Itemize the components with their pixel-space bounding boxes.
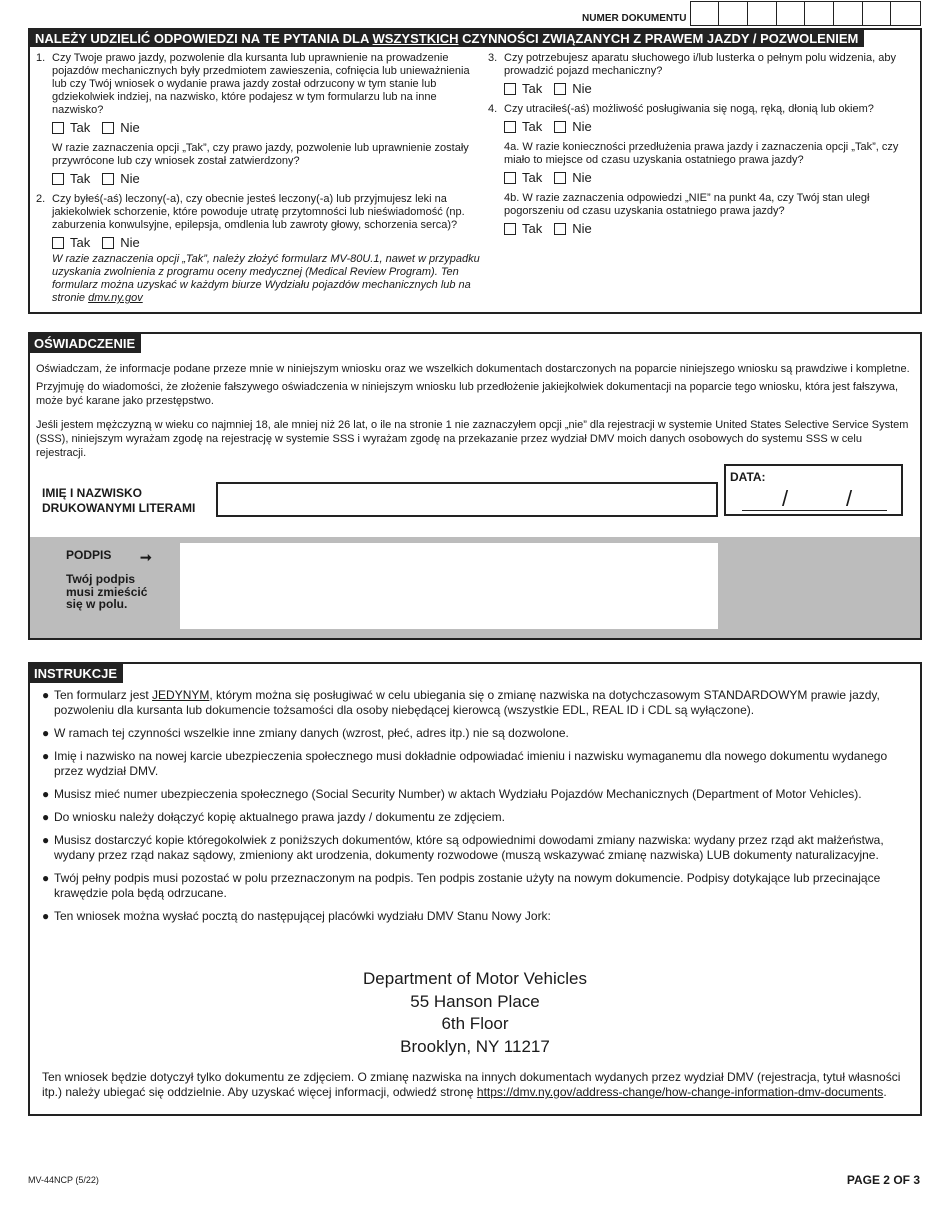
question-1-followup: W razie zaznaczenia opcji „Tak”, czy prawo jazdy, pozwolenie lub uprawnienie zostały przywrócone lub czy wniosek został zatwierdzony?	[52, 142, 469, 167]
declaration-paragraph-3: Jeśli jestem mężczyzną w wieku co najmniej 18, ale mniej niż 26 lat, o ile na stronie 1 nie zaznaczyłem opcji „nie” dla rejestracji w systemie United States Selective Service System (SSS), niniejszym wyrażam zgodę na rejestrację w systemie SSS i wyrażam zgodę na przekazanie przez wydział DMV moich danych osobowych do systemu SSS w celu rejestracji.	[36, 419, 909, 459]
declaration-title: OŚWIADCZENIE	[30, 334, 141, 353]
document-number-cell[interactable]	[863, 2, 892, 25]
dmv-change-info-link[interactable]: https://dmv.ny.gov/address-change/how-change-information-dmv-documents	[476, 1085, 884, 1099]
list-item: ● Musisz mieć numer ubezpieczenia społecznego (Social Security Number) w aktach Wydziału Pojazdów Mechanicznych (Department of Motor Vehicles).	[42, 787, 862, 801]
date-field[interactable]	[724, 464, 903, 516]
list-item: ● Twój pełny podpis musi pozostać w polu przeznaczonym na podpis. Ten podpis zostanie użyty na nowym dokumencie. Podpisy dotykające lub przecinające krawędzie pola będą odrzucane.	[42, 871, 881, 900]
signature-label: PODPIS	[66, 548, 112, 562]
instructions-footnote: Ten wniosek będzie dotyczył tylko dokumentu ze zdjęciem. O zmianę nazwiska na innych dokumentach wydanych przez wydział DMV (rejestracja, tytuł własności itp.) należy ubiegać się oddzielnie. Aby uzyskać więcej informacji, odwiedź stronę https://dmv.ny.gov/address-change/how-change-information-dmv-documents.	[42, 1070, 901, 1099]
list-item: ● W ramach tej czynności wszelkie inne zmiany danych (wzrost, płeć, adres itp.) nie są dozwolone.	[42, 726, 569, 740]
form-id: MV-44NCP (5/22)	[28, 1175, 99, 1185]
declaration-section	[28, 332, 922, 640]
signature-field[interactable]	[180, 543, 718, 629]
list-item: ● Ten wniosek można wysłać pocztą do następującej placówki wydziału DMV Stanu Nowy Jork:	[42, 909, 551, 923]
question-2-yes-checkbox[interactable]	[52, 237, 64, 249]
question-4b-answers: Tak Nie	[504, 222, 920, 235]
mailing-address: Department of Motor Vehicles 55 Hanson Place 6th Floor Brooklyn, NY 11217	[363, 969, 587, 1056]
signature-band	[30, 537, 920, 638]
document-number-cell[interactable]	[691, 2, 720, 25]
date-label: DATA:	[730, 470, 766, 484]
document-number-cell[interactable]	[891, 2, 920, 25]
declaration-paragraph-2: Przyjmuję do wiadomości, że złożenie fałszywego oświadczenia w niniejszym wniosku lub przedłożenie jakiejkolwiek dokumentacji na poparcie tego wniosku, która jest fałszywa, może być karane jako przestępstwo.	[36, 381, 899, 407]
question-4b-no-checkbox[interactable]	[554, 223, 566, 235]
list-item: ● Musisz dostarczyć kopie któregokolwiek z poniższych dokumentów, które są odpowiednimi dowodami zmiany nazwiska: wydany przez rząd akt małżeństwa, wydany przez rząd nakaz sądowy, zmieniony akt urodzenia, dokumenty rozwodowe (muszą wskazywać zmianę nazwiska) LUB dokumenty naturalizacyjne.	[42, 833, 884, 862]
document-number-cell[interactable]	[805, 2, 834, 25]
date-separator: /	[846, 486, 853, 511]
question-2-answers: Tak Nie	[52, 236, 482, 249]
question-1-followup-answers: Tak Nie	[52, 172, 482, 185]
question-3: 3. Czy potrzebujesz aparatu słuchowego i/lub lusterka o pełnym polu widzenia, aby prowadzić pojazd mechaniczny?	[488, 52, 896, 77]
questions-title: NALEŻY UDZIELIĆ ODPOWIEDZI NA TE PYTANIA DLA WSZYSTKICH CZYNNOŚCI ZWIĄZANYCH Z PRAWEM JAZDY / POZWOLENIEM	[30, 30, 864, 47]
list-item: ● Ten formularz jest JEDYNYM, którym można się posługiwać w celu ubiegania się o zmianę nazwiska na dotychczasowym STANDARDOWYM prawie jazdy, pozwoleniu dla kursanta lub dokumencie tożsamości dla osoby niebędącej kierowcą (wszystkie EDL, REAL ID i CDL są wyłączone).	[42, 688, 880, 717]
question-2: 2. Czy byłeś(-aś) leczony(-a), czy obecnie jesteś leczony(-a) lub przyjmujesz leki na jakiekolwiek schorzenie, które powoduje utratę przytomności lub nieświadomość (np. zaburzenia konwulsyjne, epilepsja, omdlenia lub zawroty głowy, schorzenia serca)?	[36, 193, 465, 231]
question-1-no-checkbox[interactable]	[102, 122, 114, 134]
question-2-note: W razie zaznaczenia opcji „Tak”, należy złożyć formularz MV-80U.1, nawet w przypadku uzyskania zwolnienia z programu oceny medycznej (Medical Review Program). Ten formularz można uzyskać w każdym biurze Wydziału pojazdów mechanicznych lub na stronie dmv.ny.gov	[52, 253, 480, 304]
question-4-no-checkbox[interactable]	[554, 121, 566, 133]
declaration-paragraph-1: Oświadczam, że informacje podane przeze mnie w niniejszym wniosku oraz we wszelkich dokumentach dostarczonych na poparcie niniejszego wniosku są prawdziwe i kompletne.	[36, 363, 910, 375]
dmv-link[interactable]: dmv.ny.gov	[88, 292, 143, 304]
document-number-cell[interactable]	[834, 2, 863, 25]
question-1-yes-checkbox[interactable]	[52, 122, 64, 134]
questions-left-column	[36, 52, 482, 305]
questions-right-column	[488, 52, 920, 239]
question-1: 1. Czy Twoje prawo jazdy, pozwolenie dla kursanta lub uprawnienie na prowadzenie pojazdów mechanicznych były przedmiotem zawieszenia, cofnięcia lub unieważnienia lub czy Twój wniosek o wydanie prawa jazdy został odrzucony w tym stanie lub gdziekolwiek indziej, na nazwisko, które podajesz w tym formularzu lub na inne nazwisko?	[36, 52, 470, 116]
document-number-cell[interactable]	[719, 2, 748, 25]
list-item: ● Imię i nazwisko na nowej karcie ubezpieczenia społecznego musi dokładnie odpowiadać imieniu i nazwisku wymaganemu dla nowego dokumentu wydanego przez wydział DMV.	[42, 749, 888, 778]
document-number-cell[interactable]	[748, 2, 777, 25]
instructions-title: INSTRUKCJE	[30, 664, 123, 683]
printed-name-field[interactable]	[216, 482, 718, 517]
list-item: ● Do wniosku należy dołączyć kopię aktualnego prawa jazdy / dokumentu ze zdjęciem.	[42, 810, 505, 824]
question-2-no-checkbox[interactable]	[102, 237, 114, 249]
date-separator: /	[782, 486, 789, 511]
question-4a: 4a. W razie konieczności przedłużenia prawa jazdy i zaznaczenia opcji „Tak”, czy miało to miejsce od czasu uzyskania ostatniego prawa jazdy?	[504, 141, 899, 166]
instructions-list	[42, 688, 904, 932]
question-4b: 4b. W razie zaznaczenia odpowiedzi „NIE” na punkt 4a, czy Twój stan uległ pogorszeniu od czasu uzyskania ostatniego prawa jazdy?	[504, 192, 870, 217]
question-1-followup-yes-checkbox[interactable]	[52, 173, 64, 185]
question-1-answers: Tak Nie	[52, 121, 482, 134]
document-number	[582, 1, 921, 26]
signature-note: Twój podpis musi zmieścić się w polu.	[66, 572, 148, 611]
page-number: PAGE 2 OF 3	[846, 1173, 920, 1187]
question-4b-yes-checkbox[interactable]	[504, 223, 516, 235]
question-4a-no-checkbox[interactable]	[554, 172, 566, 184]
question-1-followup-no-checkbox[interactable]	[102, 173, 114, 185]
document-number-cell[interactable]	[777, 2, 806, 25]
arrow-right-icon: ➞	[140, 549, 152, 565]
question-3-no-checkbox[interactable]	[554, 83, 566, 95]
document-number-label: NUMER DOKUMENTU	[582, 13, 687, 24]
date-underline	[742, 510, 887, 511]
questions-section	[28, 28, 922, 314]
question-3-answers: Tak Nie	[504, 82, 920, 95]
question-4-answers: Tak Nie	[504, 120, 920, 133]
document-number-boxes[interactable]	[690, 1, 922, 26]
question-3-yes-checkbox[interactable]	[504, 83, 516, 95]
question-4-yes-checkbox[interactable]	[504, 121, 516, 133]
question-4a-answers: Tak Nie	[504, 171, 920, 184]
printed-name-label: IMIĘ I NAZWISKO DRUKOWANYMI LITERAMI	[42, 486, 196, 515]
question-4a-yes-checkbox[interactable]	[504, 172, 516, 184]
question-4: 4. Czy utraciłeś(-aś) możliwość posługiwania się nogą, ręką, dłonią lub okiem?	[488, 103, 874, 115]
instructions-section	[28, 662, 922, 1116]
